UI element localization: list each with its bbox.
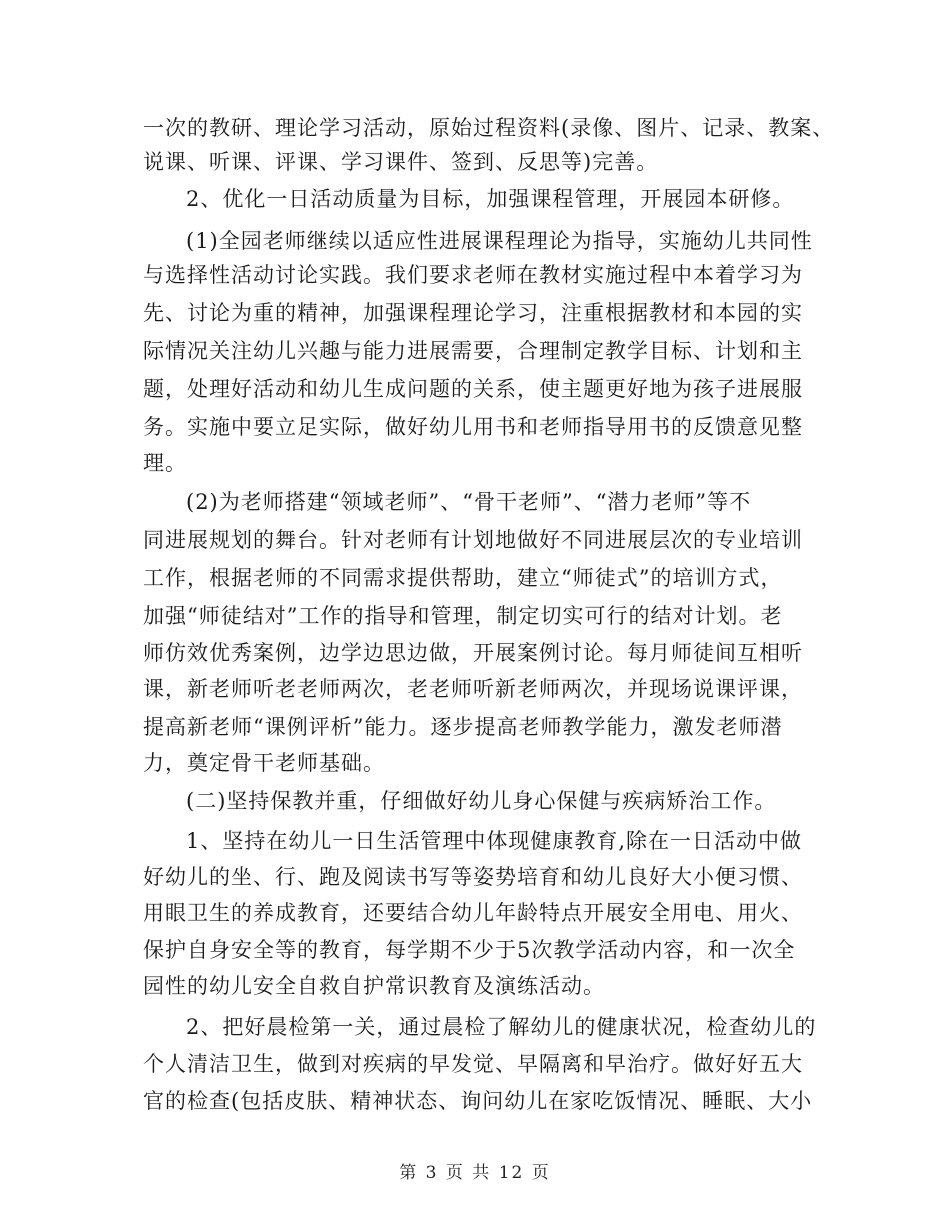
text-line: 1、坚持在幼儿一日生活管理中体现健康教育,除在一日活动中做 xyxy=(186,829,803,853)
text-line: 个人清洁卫生，做到对疾病的早发觉、早隔离和早治疗。做好好五大 xyxy=(143,1052,803,1076)
text-line: 务。实施中要立足实际，做好幼儿用书和老师指导用书的反馈意见整 xyxy=(143,415,803,439)
text-line: 2、把好晨检第一关，通过晨检了解幼儿的健康状况，检查幼儿的 xyxy=(186,1015,817,1039)
text-line: 加强“师徒结对”工作的指导和管理，制定切实可行的结对计划。老 xyxy=(143,604,783,628)
text-line: (2)为老师搭建“领域老师”、“骨干老师”、“潜力老师”等不 xyxy=(186,490,752,514)
text-line: 理。 xyxy=(143,451,187,475)
text-line: 一次的教研、理论学习活动，原始过程资料(录像、图片、记录、教案、 xyxy=(143,116,835,140)
text-line: 课，新老师听老老师两次，老老师听新老师两次，并现场说课评课， xyxy=(143,677,803,701)
text-line: 师仿效优秀案例，边学边思边做，开展案例讨论。每月师徒间互相听 xyxy=(143,641,803,665)
text-line: 官的检查(包括皮肤、精神状态、询问幼儿在家吃饭情况、睡眠、大小 xyxy=(143,1089,813,1113)
text-line: 同进展规划的舞台。针对老师有计划地做好不同进展层次的专业培训 xyxy=(143,528,803,552)
text-line: 题，处理好活动和幼儿生成问题的关系，使主题更好地为孩子进展服 xyxy=(143,377,803,401)
text-line: 提高新老师“课例评析”能力。逐步提高老师教学能力，激发老师潜 xyxy=(143,715,783,739)
text-line: 先、讨论为重的精神，加强课程理论学习，注重根据教材和本园的实 xyxy=(143,301,803,325)
text-line: (1)全园老师继续以适应性进展课程理论为指导，实施幼儿共同性 xyxy=(186,229,813,253)
text-line: 说课、听课、评课、学习课件、签到、反思等)完善。 xyxy=(143,150,659,174)
text-line: 园性的幼儿安全自救自护常识教育及演练活动。 xyxy=(143,974,605,998)
text-line: 2、优化一日活动质量为目标，加强课程管理，开展园本研修。 xyxy=(186,187,795,211)
text-line: 好幼儿的坐、行、跑及阅读书写等姿势培育和幼儿良好大小便习惯、 xyxy=(143,865,803,889)
text-line: 与选择性活动讨论实践。我们要求老师在教材实施过程中本着学习为 xyxy=(143,263,803,287)
text-line: (二)坚持保教并重，仔细做好幼儿身心保健与疾病矫治工作。 xyxy=(186,789,777,813)
text-line: 力，奠定骨干老师基础。 xyxy=(143,751,385,775)
text-line: 工作，根据老师的不同需求提供帮助，建立“师徒式”的培训方式， xyxy=(143,566,783,590)
text-line: 用眼卫生的养成教育，还要结合幼儿年龄特点开展安全用电、用火、 xyxy=(143,901,803,925)
text-line: 保护自身安全等的教育，每学期不少于5次教学活动内容，和一次全 xyxy=(143,938,796,962)
page-number-footer: 第 3 页 共 12 页 xyxy=(399,1163,551,1183)
text-line: 际情况关注幼儿兴趣与能力进展需要，合理制定教学目标、计划和主 xyxy=(143,339,803,363)
